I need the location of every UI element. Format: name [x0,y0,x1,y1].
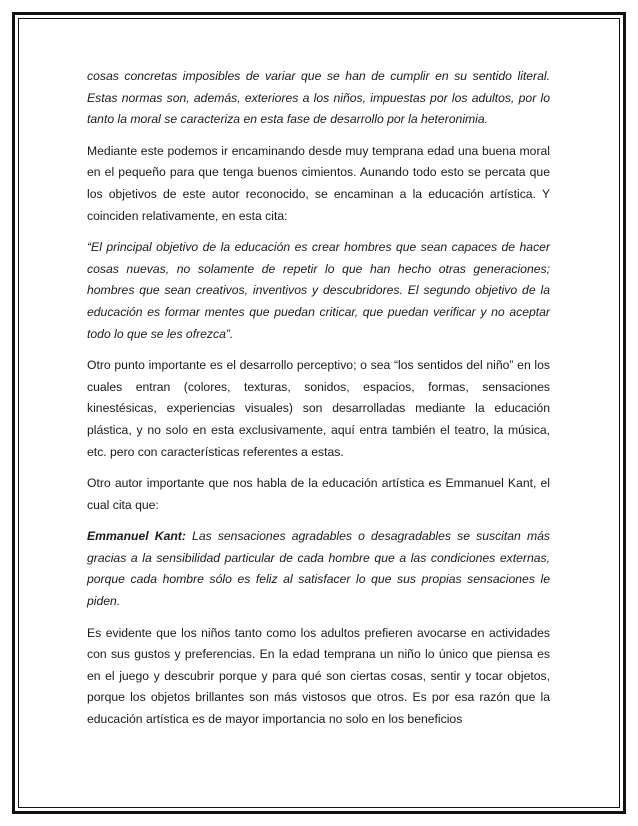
paragraph-kant-intro: Otro autor importante que nos habla de la educación artística es Emmanuel Kant, el cual cita que: [87,476,550,512]
paragraph-children-preferences: Es evidente que los niños tanto como los adultos prefieren avocarse en actividades con sus gustos y preferencias. En la edad temprana un niño lo único que piensa es en el juego y descubrir porque y para qué son ciertas cosas, sentir y tocar objetos, porque los objetos brillantes son más vistosos que otros. Es por esa razón que la educación artística es de mayor importancia no solo en los beneficios [87,625,550,727]
kant-label: Emmanuel Kant: [87,529,186,544]
kant-quote-text: Las sensaciones agradables o desagradables se suscitan más gracias a la sensibilidad particular de cada hombre que a las condiciones externas, porque cada hombre sólo es feliz al satisfacer lo que sus propias sensaciones le piden. [87,529,550,609]
quote-education-objective: “El principal objetivo de la educación es crear hombres que sean capaces de hacer cosas nuevas, no solamente de repetir lo que han hecho otras generaciones; hombres que sean creativos, inventivos y descubridores. El segundo objetivo de la educación es formar mentes que puedan criticar, que puedan verificar y no aceptar todo lo que se les ofrezca”. [87,240,550,341]
document-body [87,66,550,741]
paragraph-heteronomy: cosas concretas imposibles de variar que se han de cumplir en su sentido literal. Estas normas son, además, exteriores a los niños, impuestas por los adultos, por lo tanto la moral se caracteriza en esta fase de desarrollo por la heteronimia. [87,69,550,127]
quote-kant [87,526,550,612]
paragraph-perceptive-development: Otro punto importante es el desarrollo perceptivo; o sea “los sentidos del niño” en los cuales entran (colores, texturas, sonidos, espacios, formas, sensaciones kinestésicas, experiencias visuales) son desarrolladas mediante la educación plástica, y no solo en esta exclusivamente, aquí entra también el teatro, la música, etc. pero con características referentes a estas. [87,358,550,459]
paragraph-moral-foundation: Mediante este podemos ir encaminando desde muy temprana edad una buena moral en el pequeño para que tenga buenos cimientos. Aunando todo esto se percata que los objetivos de este autor reconocido, se encaminan a la educación artística. Y coinciden relativamente, en esta cita: [87,143,550,223]
